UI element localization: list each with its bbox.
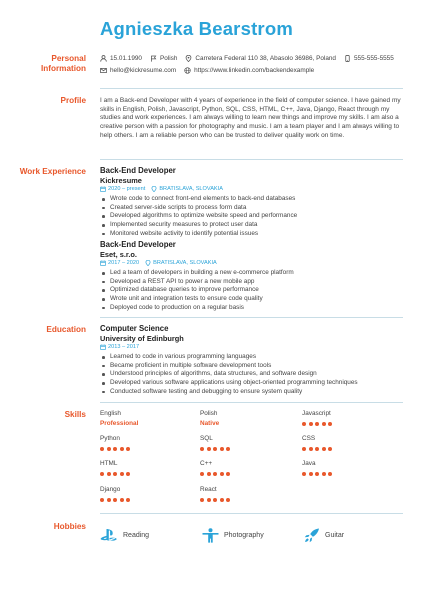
skill-level: Native <box>200 420 220 427</box>
education-label: Education <box>46 325 86 334</box>
address: Carretera Federal 110 38, Abasolo 36986, Poland <box>195 55 336 62</box>
list-item: Developed a REST API to power a new mobile app <box>100 278 294 287</box>
flag-icon <box>150 55 157 62</box>
rating-dot <box>126 498 130 502</box>
education-dates: 2013 – 2017 <box>108 344 140 350</box>
divider <box>100 88 403 89</box>
calendar-icon <box>100 260 106 266</box>
rating-dot <box>200 498 204 502</box>
nationality: Polish <box>160 55 178 62</box>
rating-dot <box>315 447 319 451</box>
rating-dot <box>302 472 306 476</box>
rating-dot <box>328 472 332 476</box>
list-item: Became proficient in multiple software development tools <box>100 362 358 371</box>
skill-name: React <box>200 486 217 493</box>
skill-name: HTML <box>100 460 118 467</box>
rating-dot <box>120 498 124 502</box>
rating-dot <box>100 498 104 502</box>
skill-name: Javascript <box>302 410 331 417</box>
skill-level: Professional <box>100 420 139 427</box>
rating-dot <box>226 447 230 451</box>
rating-dot <box>309 422 313 426</box>
divider <box>100 513 403 514</box>
rating-dot <box>302 422 306 426</box>
rating-dot <box>113 498 117 502</box>
rating-dot <box>226 498 230 502</box>
personal-info-row-1 <box>100 55 394 62</box>
list-item: Developed algorithms to optimize website speed and performance <box>100 212 297 221</box>
job-meta <box>100 260 217 266</box>
divider <box>100 402 403 403</box>
candidate-name: Agnieszka Bearstrom <box>100 18 293 39</box>
skill-name: SQL <box>200 435 213 442</box>
list-item: Implemented security measures to protect user data <box>100 221 297 230</box>
job-bullets <box>100 269 294 312</box>
rating-dot <box>309 472 313 476</box>
list-item: Wrote unit and integration tests to ensure code quality <box>100 295 294 304</box>
rating-dot <box>207 498 211 502</box>
rating-dot <box>100 472 104 476</box>
job-title: Back-End Developer <box>100 240 176 249</box>
rating-dot <box>302 447 306 451</box>
skill-rating <box>100 447 130 451</box>
list-item: Learned to code in various programming languages <box>100 353 358 362</box>
rocket-icon <box>304 528 320 543</box>
rating-dot <box>322 422 326 426</box>
skill-rating <box>200 447 230 451</box>
employer-name: Eset, s.r.o. <box>100 250 137 259</box>
education-bullets <box>100 353 358 396</box>
hobby-name: Photography <box>224 532 264 539</box>
playstation-icon <box>100 528 118 542</box>
rating-dot <box>213 498 217 502</box>
rating-dot <box>113 472 117 476</box>
skill-name: C++ <box>200 460 213 467</box>
job-location: BRATISLAVA, SLOVAKIA <box>153 260 217 266</box>
skill-name: Python <box>100 435 120 442</box>
rating-dot <box>220 447 224 451</box>
hobbies-label: Hobbies <box>53 522 86 531</box>
globe-icon <box>184 67 191 74</box>
phone: 555-555-5555 <box>353 55 394 62</box>
job-meta <box>100 186 223 192</box>
location-pin-icon <box>185 55 192 62</box>
hobby-name: Reading <box>123 531 150 539</box>
rating-dot <box>120 447 124 451</box>
rating-dot <box>315 422 319 426</box>
skill-name: Polish <box>200 410 218 417</box>
list-item: Developed various software applications using object-oriented programming techniques <box>100 379 358 388</box>
birthdate: 15.01.1990 <box>110 55 142 62</box>
rating-dot <box>126 447 130 451</box>
email-link[interactable]: hello@kickresume.com <box>110 67 177 74</box>
skills-label: Skills <box>64 410 86 419</box>
list-item: Monitored website activity to identify potential issues <box>100 230 297 239</box>
skill-rating <box>200 498 230 502</box>
rating-dot <box>200 472 204 476</box>
divider <box>100 317 403 318</box>
person-icon <box>100 55 107 62</box>
list-item: Deployed code to production on a regular basis <box>100 304 294 313</box>
personal-info-row-2 <box>100 67 314 74</box>
rating-dot <box>113 447 117 451</box>
phone-icon <box>344 55 351 62</box>
job-bullets <box>100 195 297 238</box>
job-dates: 2017 – 2020 <box>108 260 140 266</box>
skill-rating <box>302 447 332 451</box>
list-item: Wrote code to connect front-end elements to back-end databases <box>100 195 297 204</box>
rating-dot <box>309 447 313 451</box>
skill-rating <box>200 472 230 476</box>
rating-dot <box>120 472 124 476</box>
skill-name: Django <box>100 486 121 493</box>
rating-dot <box>226 472 230 476</box>
school-name: University of Edinburgh <box>100 334 184 343</box>
hobby-item <box>202 528 264 543</box>
degree: Computer Science <box>100 324 169 333</box>
email-icon <box>100 67 107 74</box>
rating-dot <box>213 447 217 451</box>
divider <box>100 159 403 160</box>
skill-rating <box>302 472 332 476</box>
calendar-icon <box>100 186 106 192</box>
calendar-icon <box>100 344 106 350</box>
rating-dot <box>220 498 224 502</box>
rating-dot <box>315 472 319 476</box>
profile-label: Profile <box>60 96 86 105</box>
person-icon <box>202 528 219 543</box>
list-item: Optimized database queries to improve performance <box>100 286 294 295</box>
list-item: Understood principles of algorithms, data structures, and software design <box>100 370 358 379</box>
rating-dot <box>322 447 326 451</box>
list-item: Led a team of developers in building a new e-commerce platform <box>100 269 294 278</box>
rating-dot <box>328 447 332 451</box>
hobby-name: Guitar <box>325 532 345 539</box>
skill-rating <box>100 498 130 502</box>
skill-rating <box>100 472 130 476</box>
job-dates: 2020 – present <box>108 186 146 192</box>
education-meta <box>100 344 139 350</box>
rating-dot <box>322 472 326 476</box>
rating-dot <box>213 472 217 476</box>
work-experience-label: Work Experience <box>19 167 86 176</box>
rating-dot <box>100 447 104 451</box>
skill-name: English <box>100 410 121 417</box>
list-item: Created server-side scripts to process form data <box>100 204 297 213</box>
rating-dot <box>207 472 211 476</box>
rating-dot <box>107 447 111 451</box>
website-link[interactable]: https://www.linkedin.com/backendexample <box>194 67 315 74</box>
hobby-item <box>304 528 344 543</box>
job-title: Back-End Developer <box>100 166 176 175</box>
rating-dot <box>328 422 332 426</box>
profile-text: I am a Back-end Developer with 4 years of experience in the field of computer science. I have gained my skills in English, Polish, Javascript, Python, SQL, CSS, HTML, C++, Java, Django, React through my studies and work experiences. I am always willing to learn new things and improve my skills. I am also a creative person with a passion for photography and music. I am a team player and I am always willing to help others. I am a reliable person who can be trusted to deliver quality work on time. <box>100 97 401 139</box>
job-location: BRATISLAVA, SLOVAKIA <box>159 186 223 192</box>
rating-dot <box>126 472 130 476</box>
skill-name: CSS <box>302 435 316 442</box>
location-pin-icon <box>151 186 157 192</box>
rating-dot <box>207 447 211 451</box>
list-item: Conducted software testing and debugging to ensure system quality <box>100 388 358 397</box>
hobby-item <box>100 528 149 542</box>
rating-dot <box>220 472 224 476</box>
employer-name: Kickresume <box>100 176 142 185</box>
skill-name: Java <box>302 460 316 467</box>
personal-information-label: Personal Information <box>40 54 86 73</box>
location-pin-icon <box>145 260 151 266</box>
rating-dot <box>107 498 111 502</box>
rating-dot <box>200 447 204 451</box>
skill-rating <box>302 422 332 426</box>
rating-dot <box>107 472 111 476</box>
